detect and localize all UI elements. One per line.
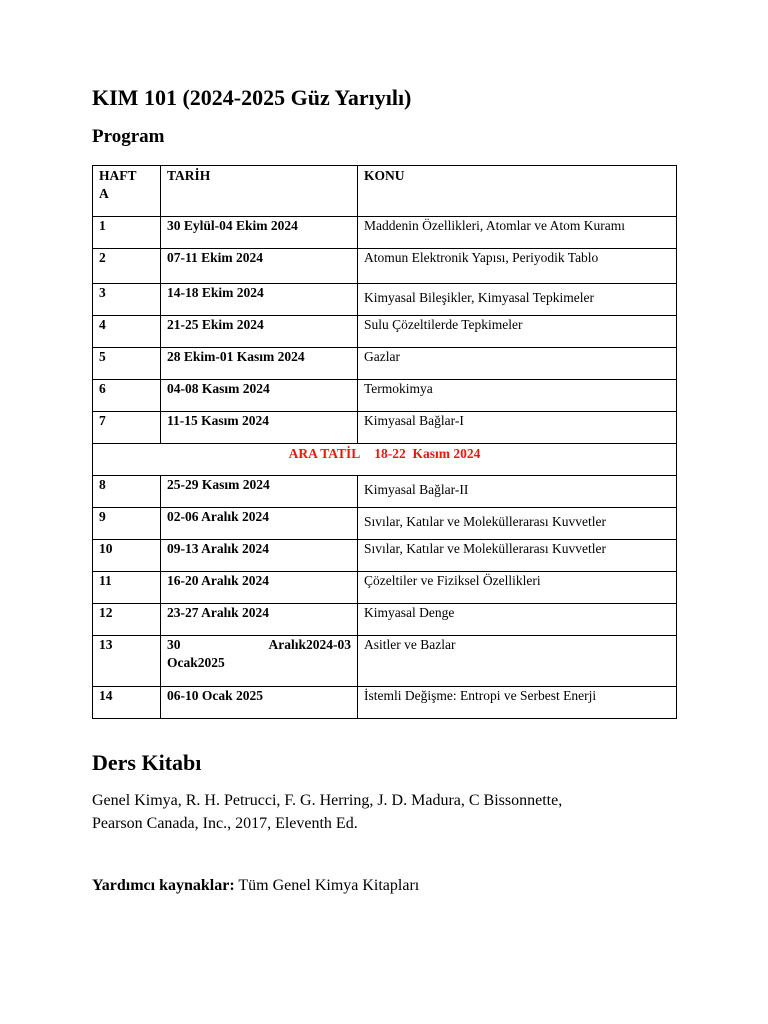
topic-cell: Termokimya [358,380,677,412]
date-cell: 02-06 Aralık 2024 [161,508,358,540]
textbook-heading: Ders Kitabı [92,750,202,775]
week-cell: 11 [93,572,161,604]
week-cell: 2 [93,249,161,284]
header-date: TARİH [161,166,358,217]
table-row [93,540,677,572]
week-cell: 9 [93,508,161,540]
date-cell: 16-20 Aralık 2024 [161,572,358,604]
week-cell: 14 [93,687,161,719]
date-cell: 30 Eylül-04 Ekim 2024 [161,217,358,249]
table-row [93,316,677,348]
date-cell: 04-08 Kasım 2024 [161,380,358,412]
date-cell: 21-25 Ekim 2024 [161,316,358,348]
textbook-citation [92,789,692,835]
week-cell: 12 [93,604,161,636]
break-cell [93,444,677,476]
week-cell: 8 [93,476,161,508]
header-week-line2: A [99,186,109,201]
date-part1: 30 [167,637,181,652]
topic-cell: Sıvılar, Katılar ve Moleküllerarası Kuvvetler [358,540,677,572]
date-cell [161,636,358,687]
header-week-line1: HAFT [99,168,137,183]
table-header-row [93,166,677,217]
break-label: ARA TATİL [288,446,361,461]
topic-cell: Kimyasal Bağlar-II [358,476,677,508]
date-cell: 06-10 Ocak 2025 [161,687,358,719]
textbook-line1: Genel Kimya, R. H. Petrucci, F. G. Herring, J. D. Madura, C Bissonnette, [92,792,563,809]
week-cell: 10 [93,540,161,572]
week-cell: 3 [93,284,161,316]
date-cell: 14-18 Ekim 2024 [161,284,358,316]
program-heading: Program [92,126,165,147]
date-cell: 07-11 Ekim 2024 [161,249,358,284]
aux-value: Tüm Genel Kimya Kitapları [238,877,420,894]
date-cell: 23-27 Aralık 2024 [161,604,358,636]
topic-cell: Kimyasal Denge [358,604,677,636]
week-cell: 4 [93,316,161,348]
table-row [93,348,677,380]
break-row [93,444,677,476]
table-row [93,687,677,719]
aux-label: Yardımcı kaynaklar: [92,877,235,894]
table-row [93,508,677,540]
date-cell: 25-29 Kasım 2024 [161,476,358,508]
date-cell: 11-15 Kasım 2024 [161,412,358,444]
topic-cell: Gazlar [358,348,677,380]
table-row [93,476,677,508]
table-row [93,572,677,604]
date-part2: Aralık2024-03 [268,637,351,652]
table-row [93,249,677,284]
topic-cell: Sıvılar, Katılar ve Moleküllerarası Kuvvetler [358,508,677,540]
table-row [93,636,677,687]
table-row [93,412,677,444]
week-cell: 1 [93,217,161,249]
course-title: KIM 101 (2024-2025 Güz Yarıyılı) [92,85,412,110]
date-part3: Ocak2025 [167,655,225,670]
topic-cell: Asitler ve Bazlar [358,636,677,687]
header-topic: KONU [358,166,677,217]
week-cell: 5 [93,348,161,380]
table-row [93,604,677,636]
schedule-table [92,165,677,719]
topic-cell: Kimyasal Bağlar-I [358,412,677,444]
textbook-line2: Pearson Canada, Inc., 2017, Eleventh Ed. [92,815,358,832]
table-row [93,380,677,412]
topic-cell: Sulu Çözeltilerde Tepkimeler [358,316,677,348]
topic-cell: Atomun Elektronik Yapısı, Periyodik Tablo [358,249,677,284]
topic-cell: Kimyasal Bileşikler, Kimyasal Tepkimeler [358,284,677,316]
table-row [93,284,677,316]
week-cell: 13 [93,636,161,687]
topic-cell: Çözeltiler ve Fiziksel Özellikleri [358,572,677,604]
topic-cell: İstemli Değişme: Entropi ve Serbest Enerji [358,687,677,719]
auxiliary-resources [92,877,419,895]
date-cell: 28 Ekim-01 Kasım 2024 [161,348,358,380]
header-week [93,166,161,217]
topic-cell: Maddenin Özellikleri, Atomlar ve Atom Kuramı [358,217,677,249]
break-dates: 18-22 Kasım 2024 [374,446,481,461]
table-row [93,217,677,249]
date-split-line [167,636,351,654]
date-cell: 09-13 Aralık 2024 [161,540,358,572]
week-cell: 6 [93,380,161,412]
week-cell: 7 [93,412,161,444]
